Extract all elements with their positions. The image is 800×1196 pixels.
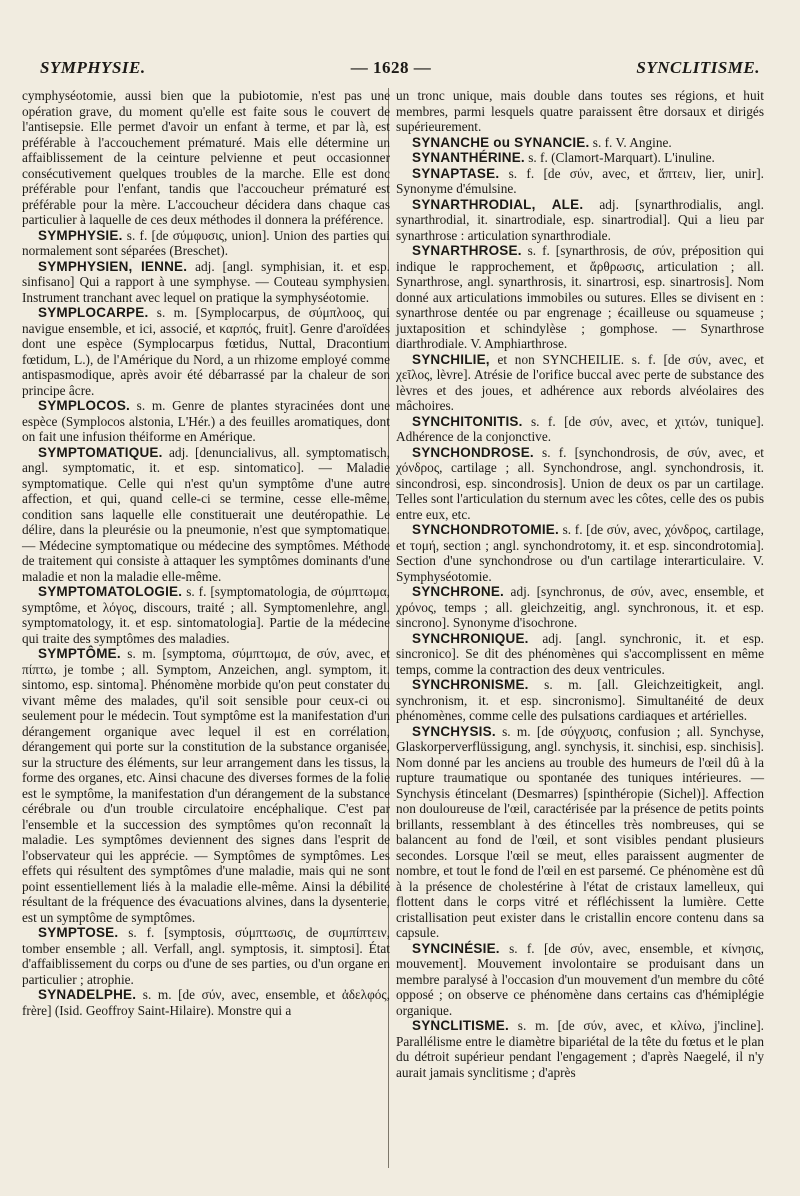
entry-definition: s. f. [de σύν, avec, ensemble, et κίνησις, mouvement]. Mouvement involontaire se produisant dans un membre paralysé à l'occasion d'un mouvement d'un membre du côté opposé ; on observe ce phénomène dans certains cas d'hémiplégie organique. bbox=[396, 940, 764, 1018]
entry-definition: un tronc unique, mais double dans toutes ses régions, et huit membres, parmi lesquels quatre paraissent être dorsaux et dirigés supérieurement. bbox=[396, 88, 764, 134]
dictionary-entry bbox=[396, 197, 764, 244]
dictionary-entry bbox=[22, 987, 390, 1018]
entry-definition: s. f. [de σύν, avec, et ἅπτειν, lier, unir]. Synonyme d'émulsine. bbox=[396, 165, 764, 196]
dictionary-entry bbox=[396, 522, 764, 584]
entry-headword: SYMPHYSIEN, IENNE. bbox=[38, 258, 188, 274]
dictionary-entry bbox=[22, 88, 390, 228]
dictionary-entry bbox=[22, 445, 390, 585]
entry-headword: SYNCINÉSIE. bbox=[412, 940, 500, 956]
entry-headword: SYNCHONDROSE. bbox=[412, 444, 534, 460]
entry-definition: s. m. [all. Gleichzeitigkeit, angl. synchronism, it. et esp. sincronismo]. Simultanéité de deux phénomènes, comme celle des pulsations cardiaques et artérielles. bbox=[396, 677, 764, 723]
entry-headword: SYNANTHÉRINE. bbox=[412, 150, 525, 165]
entry-definition: s. f. [de σύν, avec, χόνδρος, cartilage, et τομή, section ; angl. synchondrotomy, it. et esp. sincondrotomia]. Section d'une synchondrose ou d'un cartilage interarticulaire. V. Symphyséotomie. bbox=[396, 522, 764, 584]
dictionary-entry bbox=[396, 88, 764, 135]
dictionary-entry bbox=[22, 228, 390, 259]
header-left-guide-word: SYMPHYSIE. bbox=[40, 58, 146, 77]
entry-headword: SYNCHRONISME. bbox=[412, 677, 529, 692]
entry-definition: s. m. [symptoma, σύμπτωμα, de σύν, avec, et πίπτω, je tombe ; all. Symptom, Anzeichen, angl. symptom, it. sintomo, esp. sintoma]. Phénomène morbide qu'on peut constater du vivant même des malades, qu'il soit sensible pour ceux-ci ou seulement pour le médecin. Tout symptôme est la manifestation d'un dérangement organique avec lequel il est en corrélation, dérangement qui porte sur la constitution de la substance organisée, sur la structure des éléments, sur leur arrangement dans les tissus, la forme des organes, etc. Ainsi chacune des diverses formes de la folie est le symptôme, la manifestation d'un dérangement de la substance cérébrale ou d'un trouble circulatoire encéphalique. C'est par l'ensemble et la succession des symptômes qu'on reconnaît la maladie. Les symptômes deviennent des signes dans l'esprit de l'observateur qui les apprécie. — Symptômes de symptômes. Les effets qui résultent des symptômes d'une maladie, mais qui ne sont point essentiellement liés à la maladie elle-même. Ainsi la débilité résultant de la fréquence des évacuations alvines, dans la dysenterie, est un symptôme de symptômes. bbox=[22, 646, 390, 925]
dictionary-entry bbox=[396, 1018, 764, 1080]
dictionary-entry bbox=[396, 166, 764, 197]
entry-headword: SYNAPTASE. bbox=[412, 165, 500, 181]
entry-headword: SYNCHILIE, bbox=[412, 351, 490, 367]
entry-headword: SYMPTOSE. bbox=[38, 925, 119, 940]
entry-definition: adj. [synchronus, de σύν, avec, ensemble, et χρόνος, temps ; all. gleichzeitig, angl. synchronous, it. et esp. sincrono]. Synonyme d'isochrone. bbox=[396, 584, 764, 630]
left-column bbox=[22, 88, 390, 1018]
dictionary-entry bbox=[396, 150, 764, 166]
entry-headword: SYNCHYSIS. bbox=[412, 723, 496, 739]
running-header bbox=[40, 56, 760, 80]
entry-headword: SYNANCHE ou SYNANCIE. bbox=[412, 134, 590, 150]
entry-definition: adj. [synarthrodialis, angl. synarthrodial, it. sinartrodiale, esp. sinartrodial]. Qui a lieu par synarthrose : articulation synarthrodiale. bbox=[396, 196, 764, 243]
entry-definition: s. f. (Clamort-Marquart). L'inuline. bbox=[528, 150, 715, 165]
entry-headword: SYNCHRONIQUE. bbox=[412, 630, 529, 646]
entry-headword: SYMPTÔME. bbox=[38, 646, 121, 661]
dictionary-entry bbox=[396, 941, 764, 1019]
entry-definition: s. m. Genre de plantes styracinées dont une espèce (Symplocos alstonia, L'Hér.) a des feuilles aromatiques, dont on fait une infusion théiforme en Amérique. bbox=[22, 398, 390, 444]
dictionary-entry bbox=[22, 925, 390, 987]
dictionary-entry bbox=[22, 398, 390, 445]
entry-headword: SYNCHONDROTOMIE. bbox=[412, 522, 559, 537]
entry-definition: s. m. [Symplocarpus, de σύμπλοος, qui navigue ensemble, et ici, associé, et καρπός, fruit]. Genre d'aroïdées dont une espèce (Symplocarpus fœtidus, Nuttal, Dracontium fœtidum, L.), de l'Amérique du Nord, a un rhizome employé comme antispasmodique, après avoir été débarrassé par la chaleur de son principe âcre. bbox=[22, 305, 390, 398]
dictionary-entry bbox=[396, 677, 764, 724]
entry-definition: cymphyséotomie, aussi bien que la pubiotomie, n'est pas une opération grave, du moment qu'elle est faite sous le couvert de l'antisepsie. Elle permet d'avoir un enfant à terme, et par là, est préférable à l'accouchement prématuré. Mais elle détermine un affaiblissement de la ceinture pelvienne et peut occasionner consécutivement quelques troubles de la marche. Elle est donc préférable pour l'enfant, tandis que l'accoucheur prématuré est préférable pour la mère. L'accoucheur décidera dans chaque cas particulier à laquelle de ces deux méthodes il donnera la préférence. bbox=[22, 88, 390, 227]
entry-definition: s. f. [synarthrosis, de σύν, préposition qui indique le rapprochement, et ἄρθρωσις, articulation ; all. Synarthrose, angl. synarthrosis, it. sinartrosi, esp. sinartrosis]. Nom donné aux articulations immobiles ou sutures. Elles se divisent en : synarthrose dentée ou par engrenage ; écailleuse ou squameuse ; juxtaposition et schindylèse ; gomphose. — Synarthrose diarthrodiale. V. Amphiarthrose. bbox=[396, 243, 765, 351]
entry-headword: SYNADELPHE. bbox=[38, 987, 137, 1002]
entry-headword: SYMPTOMATIQUE. bbox=[38, 444, 163, 460]
dictionary-entry bbox=[396, 352, 764, 414]
entry-definition: s. f. V. Angine. bbox=[592, 134, 672, 150]
entry-headword: SYMPLOCARPE. bbox=[38, 305, 149, 320]
entry-definition: adj. [denuncialivus, all. symptomatisch, angl. symptomatic, it. et esp. sintomatico]. — Maladie symptomatique. Celle qui n'est qu'un symptôme d'une autre affection, et qui, quand celle-ci se termine, cesse elle-même, condition sans laquelle elle constituerait une deutéropathie. Le délire, dans la pleurésie ou la pneumonie, n'est que symptomatique. — Médecine symptomatique ou médecine des symptômes. Méthode de traitement qui consiste à attaquer les symptômes dominants d'une maladie et non la maladie elle-même. bbox=[22, 444, 390, 584]
entry-definition: s. f. [de σύμφυσις, union]. Union des parties qui normalement sont séparées (Breschet). bbox=[22, 227, 390, 258]
entry-definition: s. m. [de σύγχυσις, confusion ; all. Synchyse, Glaskorperverflüssigung, angl. synchysis, it. sinchisi, esp. sinchisis]. Nom donné par les anciens au trouble des humeurs de l'œil dû à la rupture traumatique ou spontanée des tuniques intérieures. — Synchysis étincelant (Desmarres) [spinthéropie (Sichel)]. Affection non douloureuse de l'œil, caractérisée par la présence de petits points brillants, ressemblant à des étincelles très nombreuses, qui se balancent au fond de l'œil, et sont visibles pendant plusieurs secondes. Lorsque l'œil se meut, elles paraissent augmenter de nombre, et tout le fond de l'œil en est parsemé. Ce phénomène est dû à la présence de cholestérine à l'état de cristaux lamelleux, qui flottent dans le corps vitré et réfléchissent la lumière. Cette cristallisation peut exister dans le cristallin encore contenu dans sa capsule. bbox=[396, 723, 764, 940]
entry-definition: s. m. [de σύν, avec, et κλίνω, j'incline]. Parallélisme entre le diamètre bipariétal de la tête du fœtus et le plan du détroit supérieur pendant l'engagement ; d'après Naegelé, il n'y aurait jamais synclitisme ; d'après bbox=[396, 1018, 764, 1080]
entry-definition: adj. [angl. symphisian, it. et esp. sinfisano] Qui a rapport à une symphyse. — Couteau symphysien. Instrument tranchant avec lequel on pratique la symphyséotomie. bbox=[22, 258, 390, 305]
dictionary-entry bbox=[396, 631, 764, 678]
entry-headword: SYMPTOMATOLOGIE. bbox=[38, 584, 183, 599]
entry-headword: SYNARTHROSE. bbox=[412, 243, 522, 258]
right-column bbox=[396, 88, 764, 1080]
entry-headword: SYNCHITONITIS. bbox=[412, 413, 523, 429]
entry-definition: adj. [angl. synchronic, it. et esp. sincronico]. Se dit des phénomènes qui s'accomplissent en même temps, comme la contraction des deux ventricules. bbox=[396, 630, 764, 677]
dictionary-entry bbox=[22, 305, 390, 398]
entry-headword: SYNCHRONE. bbox=[412, 584, 505, 599]
dictionary-entry bbox=[396, 243, 764, 352]
entry-headword: SYMPHYSIE. bbox=[38, 227, 123, 243]
entry-definition: s. m. [de σύν, avec, ensemble, et ἀδελφός, frère] (Isid. Geoffroy Saint-Hilaire). Monstre qui a bbox=[22, 987, 390, 1018]
entry-definition: s. f. [de σύν, avec, et χιτών, tunique]. Adhérence de la conjonctive. bbox=[396, 413, 764, 444]
header-right-guide-word: SYNCLITISME. bbox=[636, 58, 760, 77]
dictionary-entry bbox=[396, 135, 764, 151]
dictionary-entry bbox=[396, 584, 764, 631]
dictionary-entry bbox=[22, 646, 390, 925]
entry-headword: SYMPLOCOS. bbox=[38, 398, 131, 413]
entry-definition: s. f. [synchondrosis, de σύν, avec, et χόνδρος, cartilage ; all. Synchondrose, angl. synchondrosis, it. sincondrosi, esp. sincondrosis]. Union de deux os par un cartilage. Telles sont l'articulation du sternum avec les côtes, celle des os pubis entre eux, etc. bbox=[396, 444, 765, 522]
entry-definition: s. f. [symptomatologia, de σύμπτωμα, symptôme, et λόγος, discours, traité ; all. Symptomenlehre, angl. symptomatology, it. et esp. sintomatologia]. Partie de la médecine qui traite des symptômes des maladies. bbox=[22, 584, 391, 646]
entry-headword: SYNARTHRODIAL, ALE. bbox=[412, 196, 584, 212]
entry-definition: et non SYNCHEILIE. s. f. [de σύν, avec, et χεῖλος, lèvre]. Atrésie de l'orifice buccal avec perte de substance des lèvres et des joues, et adhérence aux rebords alvéolaires des mâchoires. bbox=[396, 351, 764, 413]
dictionary-entry bbox=[396, 445, 764, 523]
entry-headword: SYNCLITISME. bbox=[412, 1018, 509, 1033]
dictionary-entry bbox=[396, 724, 764, 941]
dictionary-entry bbox=[22, 584, 390, 646]
dictionary-entry bbox=[396, 414, 764, 445]
entry-definition: s. f. [symptosis, σύμπτωσις, de συμπίπτειν, tomber ensemble ; all. Verfall, angl. symptosis, it. simptosi]. État d'affaiblissement du corps ou d'une de ses parties, ou d'un organe en particulier ; atrophie. bbox=[22, 925, 391, 987]
dictionary-entry bbox=[22, 259, 390, 306]
page-number: — 1628 — bbox=[350, 58, 432, 77]
